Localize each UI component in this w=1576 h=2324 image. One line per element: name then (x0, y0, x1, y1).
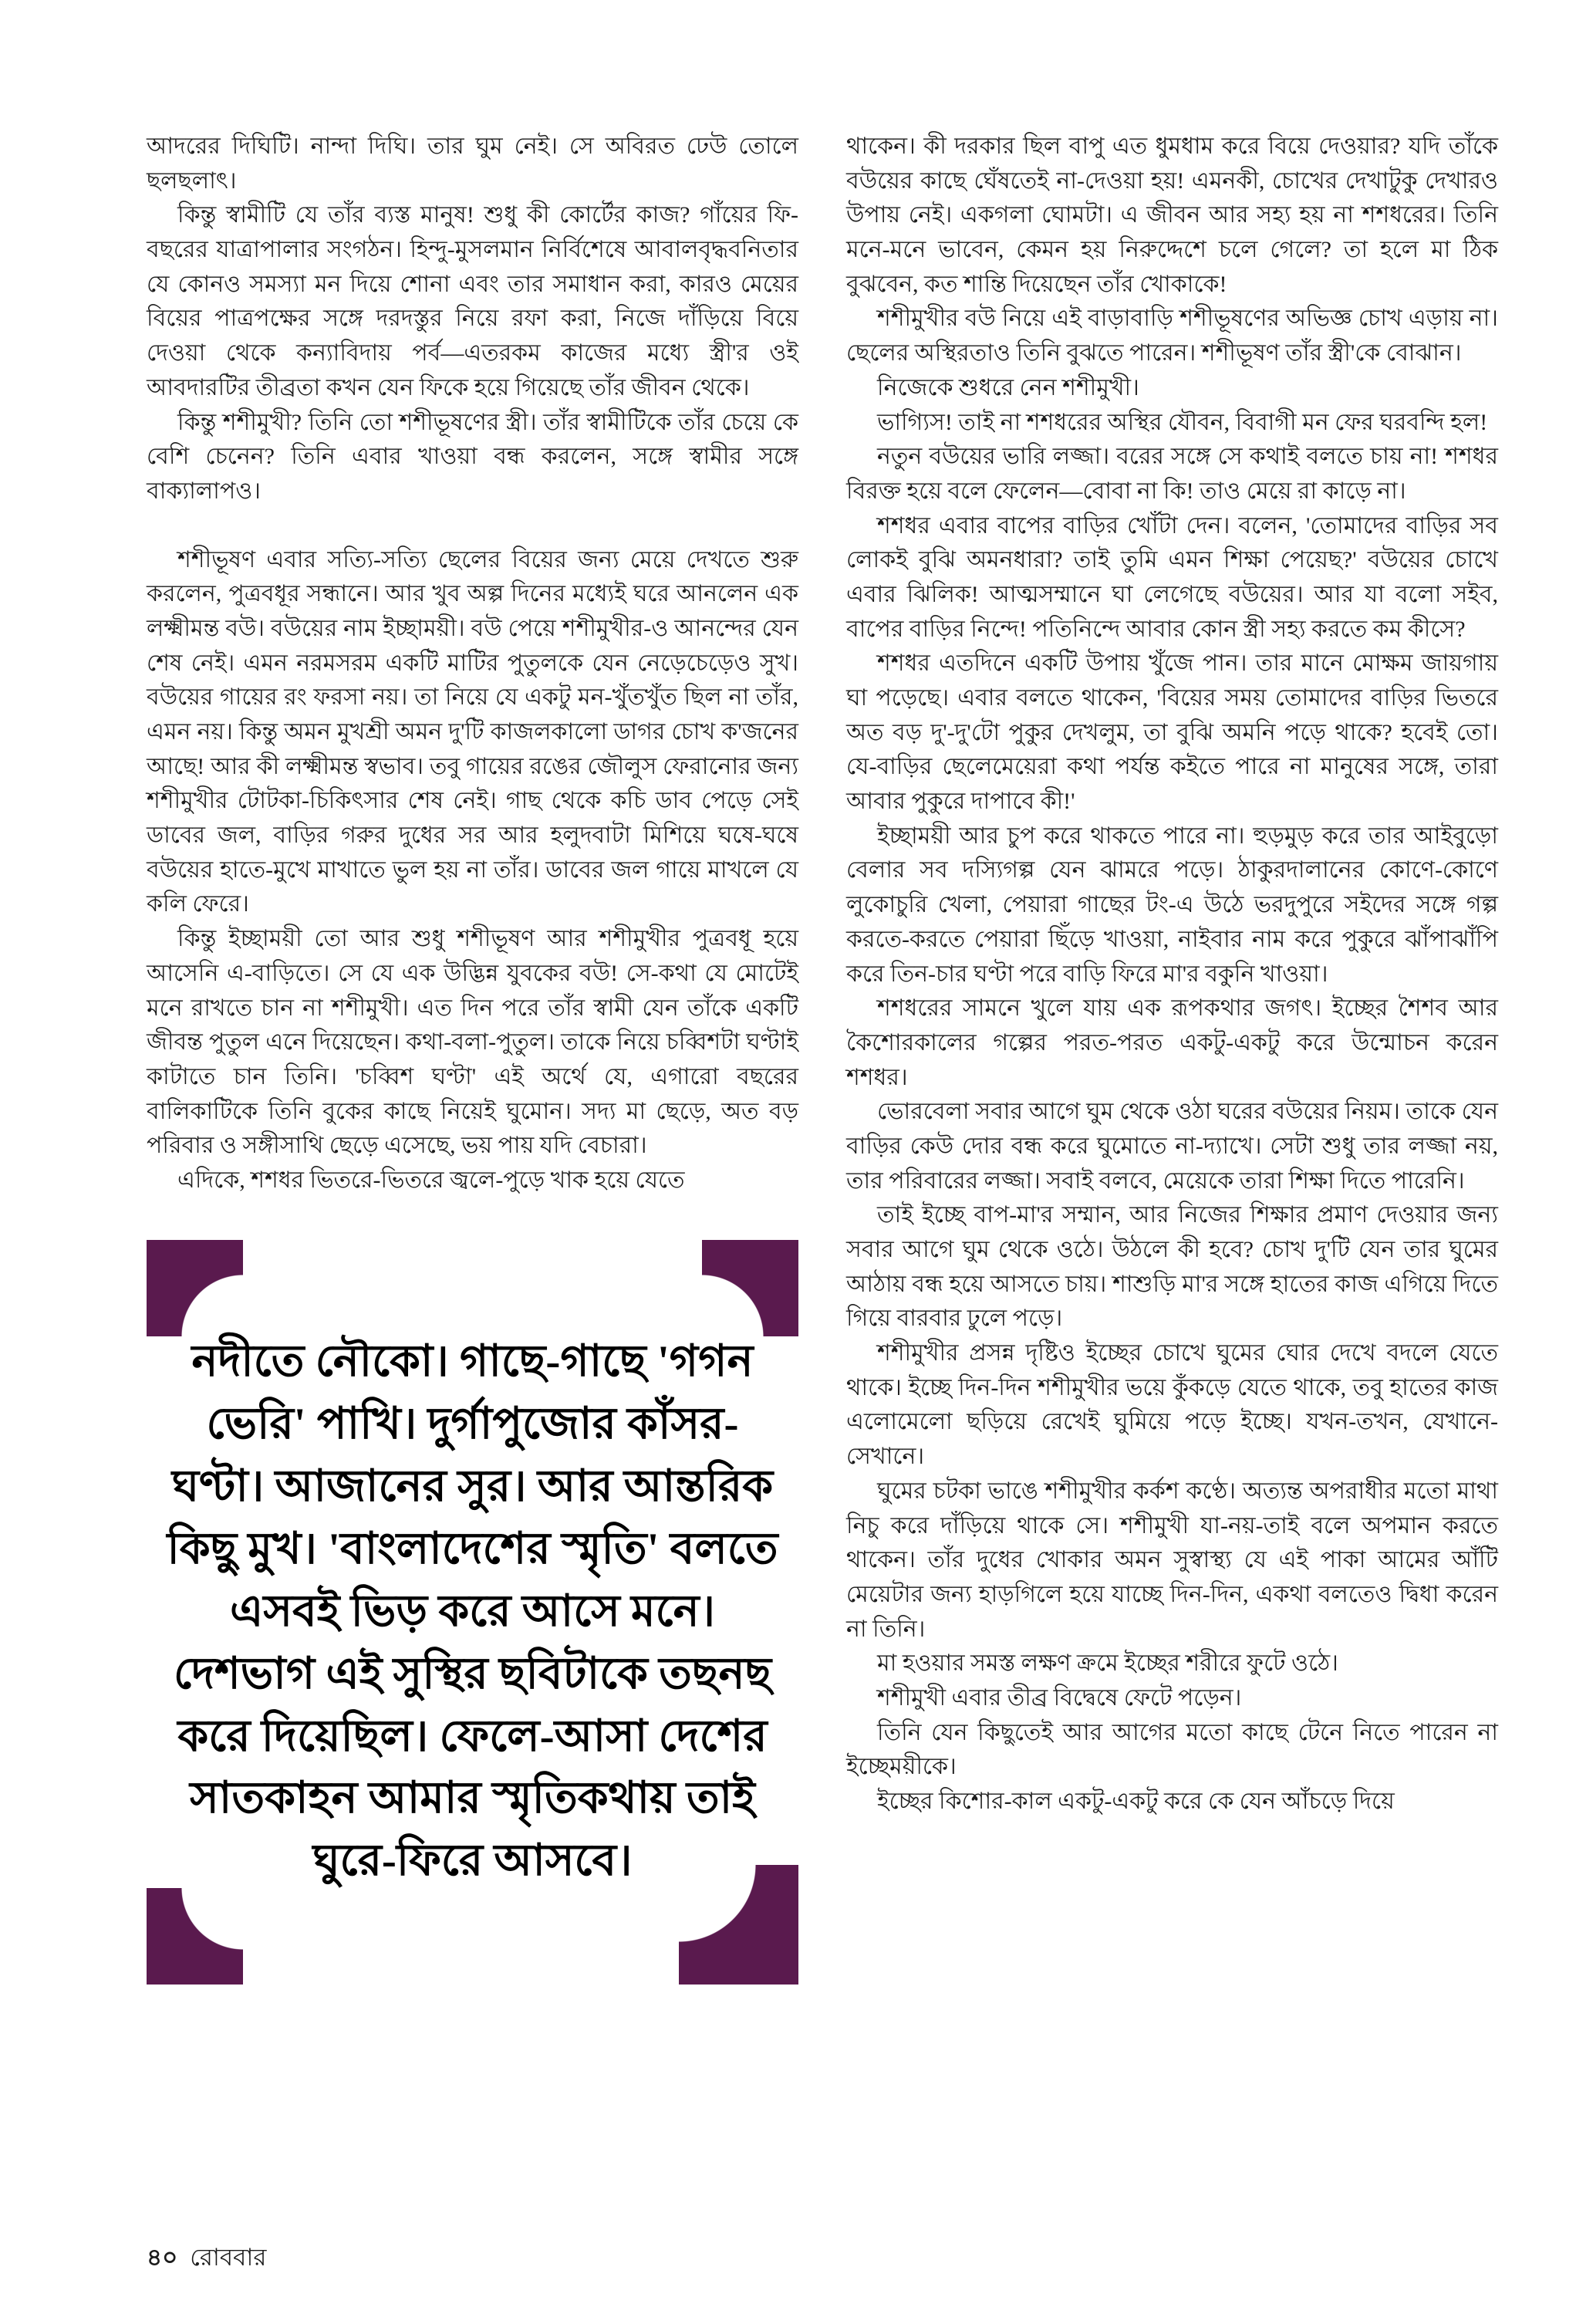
article-paragraph: শশীমুখীর প্রসন্ন দৃষ্টিও ইচ্ছের চোখে ঘুমের ঘোর দেখে বদলে যেতে থাকে। ইচ্ছে দিন-দিন শশীমুখীর ভয়ে কুঁকড়ে যেতে থাকে, তবু হাতের কাজ এলোমেলো ছড়িয়ে রেখেই ঘুমিয়ে পড়ে ইচ্ছে। যখন-তখন, যেখানে-সেখানে। (846, 1340, 1498, 1470)
magazine-name: রোববার (190, 2244, 267, 2271)
left-column-text (147, 130, 798, 1198)
page-footer (147, 2239, 266, 2279)
article-paragraph: মা হওয়ার সমস্ত লক্ষণ ক্রমে ইচ্ছের শরীরে ফুটে ওঠে। (877, 1650, 1338, 1677)
article-paragraph: তাই ইচ্ছে বাপ-মা'র সম্মান, আর নিজের শিক্ষার প্রমাণ দেওয়ার জন্য সবার আগে ঘুম থেকে ওঠে। উঠলে কী হবে? চোখ দু'টি যেন তার ঘুমের আঠায় বন্ধ হয়ে আসতে চায়। শাশুড়ি মা'র সঙ্গে হাতের কাজ এগিয়ে দিতে গিয়ে বারবার ঢুলে পড়ে। (846, 1202, 1498, 1332)
article-paragraph: এদিকে, শশধর ভিতরে-ভিতরে জ্বলে-পুড়ে খাক হয়ে যেতে (177, 1167, 685, 1193)
article-paragraph: শশধর এবার বাপের বাড়ির খোঁটা দেন। বলেন, 'তোমাদের বাড়ির সব লোকই বুঝি অমনধারা? তাই তুমি এমন শিক্ষা পেয়েছ?' বউয়ের চোখে এবার ঝিলিক! আত্মসম্মানে ঘা লেগেছে বউয়ের। আর যা বলো সইব, বাপের বাড়ির নিন্দে! পতিনিন্দে আবার কোন স্ত্রী সহ্য করতে কম কীসে? (846, 512, 1498, 642)
corner-ornament-top-right-icon (702, 1240, 798, 1336)
pull-quote-text: নদীতে নৌকো। গাছে-গাছে 'গগন ভেরি' পাখি। দুর্গাপুজোর কাঁসর-ঘণ্টা। আজানের সুর। আর আন্তরিক কিছু মুখ। 'বাংলাদেশের স্মৃতি' বলতে এসবই ভিড় করে আসে মনে। দেশভাগ এই সুস্থির ছবিটাকে তছনছ করে দিয়েছিল। ফেলে-আসা দেশের সাতকাহন আমার স্মৃতিকথায় তাই ঘুরে-ফিরে আসবে। (167, 1336, 778, 1886)
corner-ornament-bottom-right-icon (679, 1865, 798, 1985)
article-paragraph: কিন্তু ইচ্ছাময়ী তো আর শুধু শশীভূষণ আর শশীমুখীর পুত্রবধূ হয়ে আসেনি এ-বাড়িতে। সে যে এক উদ্ভিন্ন যুবকের বউ! সে-কথা যে মোটেই মনে রাখতে চান না শশীমুখী। এত দিন পরে তাঁর স্বামী যেন তাঁকে একটি জীবন্ত পুতুল এনে দিয়েছেন। কথা-বলা-পুতুল। তাকে নিয়ে চব্বিশটা ঘণ্টাই কাটাতে চান তিনি। 'চব্বিশ ঘণ্টা' এই অর্থে যে, এগারো বছরের বালিকাটিকে তিনি বুকের কাছে নিয়েই ঘুমোন। সদ্য মা ছেড়ে, অত বড় পরিবার ও সঙ্গীসাথি ছেড়ে এসেছে, ভয় পায় যদি বেচারা। (147, 926, 798, 1159)
article-paragraph: তিনি যেন কিছুতেই আর আগের মতো কাছে টেনে নিতে পারেন না ইচ্ছেময়ীকে। (846, 1719, 1498, 1780)
article-paragraph: শশীভূষণ এবার সত্যি-সত্যি ছেলের বিয়ের জন্য মেয়ে দেখতে শুরু করলেন, পুত্রবধূর সন্ধানে। আর খুব অল্প দিনের মধ্যেই ঘরে আনলেন এক লক্ষ্মীমন্ত বউ। বউয়ের নাম ইচ্ছাময়ী। বউ পেয়ে শশীমুখীর-ও আনন্দের যেন শেষ নেই। এমন নরমসরম একটি মাটির পুতুলকে যেন নেড়েচেড়েও সুখ। বউয়ের গায়ের রং ফরসা নয়। তা নিয়ে যে একটু মন-খুঁতখুঁত ছিল না তাঁর, এমন নয়। কিন্তু অমন মুখশ্রী অমন দু'টি কাজলকালো ডাগর চোখ ক'জনের আছে! আর কী লক্ষ্মীমন্ত স্বভাব। তবু গায়ের রঙের জৌলুস ফেরানোর জন্য শশীমুখীর টোটকা-চিকিৎসার শেষ নেই। গাছ থেকে কচি ডাব পেড়ে সেই ডাবের জল, বাড়ির গরুর দুধের সর আর হলুদবাটা মিশিয়ে ঘষে-ঘষে বউয়ের হাতে-মুখে মাখাতে ভুল হয় না তাঁর। ডাবের জল গায়ে মাখলে যে কলি ফেরে। (147, 546, 798, 917)
article-paragraph: ঘুমের চটকা ভাঙে শশীমুখীর কর্কশ কণ্ঠে। অত্যন্ত অপরাধীর মতো মাথা নিচু করে দাঁড়িয়ে থাকে সে। শশীমুখী যা-নয়-তাই বলে অপমান করতে থাকেন। তাঁর দুধের খোকার অমন সুস্বাস্থ্য যে এই পাকা আমের আঁটি মেয়েটার জন্য হাড়গিলে হয়ে যাচ্ছে দিন-দিন, একথা বলতেও দ্বিধা করেন না তিনি। (846, 1478, 1498, 1642)
article-paragraph: শশীমুখী এবার তীব্র বিদ্বেষে ফেটে পড়েন। (877, 1684, 1242, 1711)
left-column (147, 130, 798, 1985)
article-paragraph: নিজেকে শুধরে নেন শশীমুখী। (877, 374, 1139, 400)
article-paragraph: আদরের দিঘিটি। নান্দা দিঘি। তার ঘুম নেই। সে অবিরত ঢেউ তোলে ছলছলাৎ। (147, 133, 798, 194)
pull-quote (147, 1240, 798, 1985)
corner-ornament-bottom-left-icon (147, 1888, 243, 1985)
article-paragraph: কিন্তু স্বামীটি যে তাঁর ব্যস্ত মানুষ! শুধু কী কোর্টের কাজ? গাঁয়ের ফি-বছরের যাত্রাপালার সংগঠন। হিন্দু-মুসলমান নির্বিশেষে আবালবৃদ্ধবনিতার যে কোনও সমস্যা মন দিয়ে শোনা এবং তার সমাধান করা, কারও মেয়ের বিয়ের পাত্রপক্ষের সঙ্গে দরদস্তুর নিয়ে রফা করা, নিজে দাঁড়িয়ে বিয়ে দেওয়া থেকে কন্যাবিদায় পর্ব—এতরকম কাজের মধ্যে স্ত্রী'র ওই আবদারটির তীব্রতা কখন যেন ফিকে হয়ে গিয়েছে তাঁর জীবন থেকে। (147, 202, 798, 400)
right-column-text (846, 130, 1498, 1819)
article-body (147, 130, 1498, 1985)
article-paragraph: শশীমুখীর বউ নিয়ে এই বাড়াবাড়ি শশীভূষণের অভিজ্ঞ চোখ এড়ায় না। ছেলের অস্থিরতাও তিনি বুঝতে পারেন। শশীভূষণ তাঁর স্ত্রী'কে বোঝান। (846, 306, 1498, 367)
article-paragraph: শশধরের সামনে খুলে যায় এক রূপকথার জগৎ। ইচ্ছের শৈশব আর কৈশোরকালের গল্পের পরত-পরত একটু-একটু করে উন্মোচন করেন শশধর। (846, 995, 1498, 1090)
article-paragraph: শশধর এতদিনে একটি উপায় খুঁজে পান। তার মানে মোক্ষম জায়গায় ঘা পড়েছে। এবার বলতে থাকেন, 'বিয়ের সময় তোমাদের বাড়ির ভিতরে অত বড় দু'-দু'টো পুকুর দেখলুম, তা বুঝি অমনি পড়ে থাকে? হবেই তো। যে-বাড়ির ছেলেমেয়েরা কথা পর্যন্ত কইতে পারে না মানুষের সঙ্গে, তারা আবার পুকুরে দাপাবে কী!' (846, 650, 1498, 815)
article-paragraph: নতুন বউয়ের ভারি লজ্জা। বরের সঙ্গে সে কথাই বলতে চায় না! শশধর বিরক্ত হয়ে বলে ফেলেন—বোবা না কি! তাও মেয়ে রা কাড়ে না। (846, 444, 1498, 504)
page-number: ৪০ (147, 2244, 178, 2271)
article-paragraph: ভোরবেলা সবার আগে ঘুম থেকে ওঠা ঘরের বউয়ের নিয়ম। তাকে যেন বাড়ির কেউ দোর বন্ধ করে ঘুমোতে না-দ্যাখে। সেটা শুধু তার লজ্জা নয়, তার পরিবারের লজ্জা। সবাই বলবে, মেয়েকে তারা শিক্ষা দিতে পারেনি। (846, 1099, 1498, 1194)
article-paragraph: ভাগ্যিস! তাই না শশধরের অস্থির যৌবন, বিবাগী মন ফের ঘরবন্দি হল! (877, 409, 1488, 435)
corner-ornament-top-left-icon (147, 1240, 243, 1336)
article-paragraph: ইচ্ছাময়ী আর চুপ করে থাকতে পারে না। হুড়মুড় করে তার আইবুড়ো বেলার সব দস্যিগল্প যেন ঝামরে পড়ে। ঠাকুরদালানের কোণে-কোণে লুকোচুরি খেলা, পেয়ারা গাছের টং-এ উঠে ভরদুপুরে সইদের সঙ্গে গল্প করতে-করতে পেয়ারা ছিঁড়ে খাওয়া, নাইবার নাম করে পুকুরে ঝাঁপাঝাঁপি করে তিন-চার ঘণ্টা পরে বাড়ি ফিরে মা'র বকুনি খাওয়া। (846, 823, 1498, 987)
right-column (846, 130, 1498, 1985)
article-paragraph: থাকেন। কী দরকার ছিল বাপু এত ধুমধাম করে বিয়ে দেওয়ার? যদি তাঁকে বউয়ের কাছে ঘেঁষতেই না-দেওয়া হয়! এমনকী, চোখের দেখাটুকু দেখারও উপায় নেই। একগলা ঘোমটা। এ জীবন আর সহ্য হয় না শশধরের। তিনি মনে-মনে ভাবেন, কেমন হয় নিরুদ্দেশে চলে গেলে? তা হলে মা ঠিক বুঝবেন, কত শান্তি দিয়েছেন তাঁর খোকাকে! (846, 133, 1498, 297)
article-paragraph: ইচ্ছের কিশোর-কাল একটু-একটু করে কে যেন আঁচড়ে দিয়ে (877, 1789, 1395, 1814)
article-paragraph: কিন্তু শশীমুখী? তিনি তো শশীভূষণের স্ত্রী। তাঁর স্বামীটিকে তাঁর চেয়ে কে বেশি চেনেন? তিনি এবার খাওয়া বন্ধ করলেন, সঙ্গে স্বামীর সঙ্গে বাক্যালাপও। (147, 409, 798, 504)
